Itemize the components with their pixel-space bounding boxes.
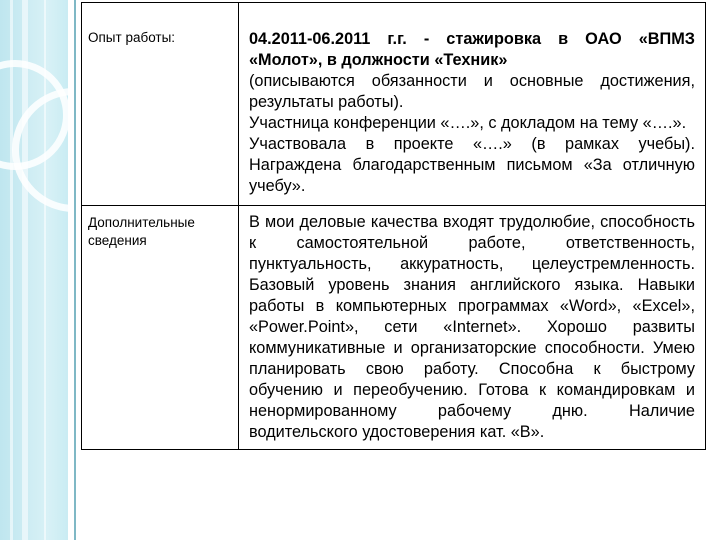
project-participation: Участвовала в проекте «….» (в рамках учебы). Награждена благодарственным письмом «За отличную учебу».: [249, 135, 695, 195]
sidebar-divider: [74, 0, 76, 540]
label-additional-info: Дополнительные сведения: [82, 206, 239, 450]
work-experience-content: [239, 3, 706, 206]
table-row-experience: [82, 3, 706, 206]
duties-description: (описываются обязанности и основные достижения, результаты работы).: [249, 72, 695, 111]
decorative-sidebar: [0, 0, 68, 540]
additional-info-content: В мои деловые качества входят трудолюбие, способность к самостоятельной работе, ответственность, пунктуальность, аккуратность, целеустремленность. Базовый уровень знания английского языка. Навыки работы в компьютерных программах «Word», «Excel», «Power.Point», сети «Internet». Хорошо развиты коммуникативные и организаторские способности. Умею планировать свою работу. Способна к быстрому обучению и переобучению. Готова к командировкам и ненормированному рабочему дню. Наличие водительского удостоверения кат. «В».: [239, 206, 706, 450]
table-row-additional: [82, 206, 706, 450]
label-work-experience: Опыт работы:: [82, 3, 239, 206]
internship-title: 04.2011-06.2011 г.г. - стажировка в ОАО «ВПМЗ «Молот», в должности «Техник»: [249, 30, 695, 69]
resume-table: [81, 2, 706, 450]
conference-participation: Участница конференции «….», с докладом на тему «….».: [249, 114, 687, 132]
